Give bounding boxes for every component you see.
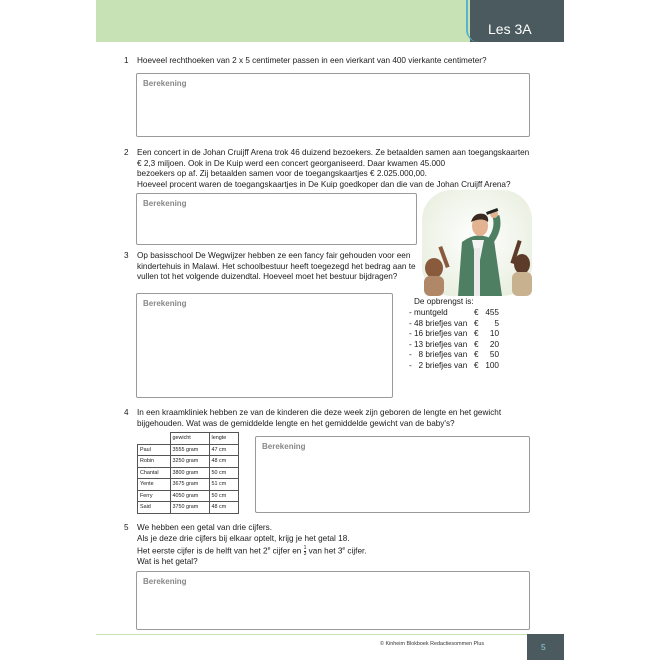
box-label: Berekening bbox=[143, 79, 187, 88]
table-header-row bbox=[138, 433, 239, 445]
table-header: gewicht bbox=[170, 433, 209, 445]
text-part: Het eerste cijfer is de helft van het 2 bbox=[137, 546, 268, 556]
table-cell: 50 cm bbox=[209, 467, 239, 479]
currency-symbol: € bbox=[474, 329, 479, 339]
table-cell: 3250 gram bbox=[170, 456, 209, 468]
revenue-list bbox=[409, 308, 509, 372]
currency-symbol: € bbox=[474, 339, 479, 349]
table-header bbox=[138, 433, 171, 445]
question-line: Als je deze drie cijfers bij elkaar optelt, krijg je het getal 18. bbox=[137, 533, 350, 543]
question-line: bezoekers op af. Zij betaalden samen voor de toegangskaartjes € 2.025.000,00. bbox=[137, 169, 427, 178]
table-cell: 48 cm bbox=[209, 456, 239, 468]
question-number: 4 bbox=[124, 408, 129, 417]
lesson-tab-accent bbox=[466, 0, 478, 42]
footer-divider bbox=[96, 634, 528, 635]
question-5-text bbox=[137, 523, 367, 568]
revenue-amount: 10 bbox=[489, 329, 499, 339]
box-label: Berekening bbox=[262, 442, 306, 451]
revenue-amount: 50 bbox=[489, 350, 499, 360]
table-cell: 48 cm bbox=[209, 502, 239, 514]
question-line: kindertehuis in Malawi. Het schoolbestuur heeft toegezegd het bedrag aan te bbox=[137, 261, 416, 271]
question-number: 3 bbox=[124, 251, 129, 260]
table-row bbox=[138, 479, 239, 491]
table-cell: 51 cm bbox=[209, 479, 239, 491]
fraction-denominator: 3 bbox=[303, 551, 307, 558]
box-label: Berekening bbox=[143, 577, 187, 586]
table-cell: Robin bbox=[138, 456, 171, 468]
question-line: Wat is het getal? bbox=[137, 557, 198, 567]
revenue-label: - 48 briefjes van bbox=[409, 318, 468, 328]
question-line-fraction bbox=[137, 544, 367, 557]
revenue-label: - 16 briefjes van bbox=[409, 329, 468, 339]
box-label: Berekening bbox=[143, 199, 187, 208]
question-number: 1 bbox=[124, 56, 129, 65]
superscript: e bbox=[267, 546, 271, 552]
revenue-label: - 8 briefjes van bbox=[409, 350, 468, 360]
revenue-label: - 2 briefjes van bbox=[409, 360, 468, 370]
revenue-title: De opbrengst is: bbox=[414, 297, 474, 306]
question-line: € 2,3 miljoen. Ook in De Kuip werd een concert georganiseerd. Daar kwamen 45.000 bbox=[137, 158, 446, 168]
table-row bbox=[138, 456, 239, 468]
table-cell: Ferry bbox=[138, 490, 171, 502]
currency-symbol: € bbox=[474, 360, 479, 370]
table-cell: 4050 gram bbox=[170, 490, 209, 502]
table-cell: Chantal bbox=[138, 467, 171, 479]
answer-box-1[interactable] bbox=[136, 73, 530, 137]
text-part: cijfer en bbox=[270, 546, 304, 556]
revenue-label: - muntgeld bbox=[409, 308, 448, 317]
revenue-row bbox=[409, 340, 509, 351]
superscript: e bbox=[342, 546, 346, 552]
question-number: 2 bbox=[124, 148, 129, 157]
question-line: Hoeveel rechthoeken van 2 x 5 centimeter passen in een vierkant van 400 vierkante centimeter? bbox=[137, 56, 487, 65]
lesson-title: Les 3A bbox=[488, 21, 532, 37]
table-row bbox=[138, 502, 239, 514]
revenue-row bbox=[409, 308, 509, 319]
question-line: We hebben een getal van drie cijfers. bbox=[137, 523, 273, 532]
question-number: 5 bbox=[124, 523, 129, 532]
revenue-label: - 13 briefjes van bbox=[409, 339, 468, 349]
currency-symbol: € bbox=[474, 318, 479, 328]
answer-box-4[interactable] bbox=[255, 436, 530, 513]
text-part: cijfer. bbox=[345, 546, 367, 556]
question-2-text bbox=[137, 148, 529, 190]
table-cell: 3555 gram bbox=[170, 444, 209, 456]
question-line: vullen tot het volgende duizendtal. Hoeveel moet het bestuur bijdragen? bbox=[137, 272, 398, 281]
table-row bbox=[138, 444, 239, 456]
table-cell: Paul bbox=[138, 444, 171, 456]
table-cell: 3800 gram bbox=[170, 467, 209, 479]
text-part: van het 3 bbox=[306, 546, 343, 556]
footer-copyright: © Kinheim Blokboek Redactiesommen Plus bbox=[380, 641, 485, 647]
revenue-row bbox=[409, 361, 509, 372]
answer-box-3[interactable] bbox=[136, 293, 393, 398]
table-row bbox=[138, 467, 239, 479]
revenue-amount: 20 bbox=[489, 339, 499, 349]
revenue-row bbox=[409, 329, 509, 340]
question-line: bijgehouden. Wat was de gemiddelde lengte en het gemiddelde gewicht van de baby's? bbox=[137, 418, 455, 428]
question-line: In een kraamkliniek hebben ze van de kinderen die deze week zijn geboren de lengte en het gewicht bbox=[137, 408, 502, 417]
table-header: lengte bbox=[209, 433, 239, 445]
fraction-numerator: 1 bbox=[303, 545, 307, 552]
question-line: Op basisschool De Wegwijzer hebben ze een fancy fair gehouden voor een bbox=[137, 251, 411, 260]
baby-table bbox=[137, 432, 239, 514]
question-1-text bbox=[137, 56, 487, 67]
table-cell: 50 cm bbox=[209, 490, 239, 502]
table-cell: 3675 gram bbox=[170, 479, 209, 491]
table-row bbox=[138, 490, 239, 502]
question-4-text bbox=[137, 408, 501, 429]
table-cell: 47 cm bbox=[209, 444, 239, 456]
revenue-row bbox=[409, 319, 509, 330]
question-3-text bbox=[137, 251, 416, 283]
concert-singer-image bbox=[422, 190, 532, 296]
answer-box-2[interactable] bbox=[136, 193, 417, 245]
question-line: Hoeveel procent waren de toegangskaartjes in De Kuip goedkoper dan die van de Johan Cruijff Arena? bbox=[137, 179, 511, 189]
currency-symbol: € bbox=[474, 308, 479, 317]
revenue-row bbox=[409, 350, 509, 361]
page-number: 5 bbox=[541, 642, 546, 652]
question-line: Een concert in de Johan Cruijff Arena trok 46 duizend bezoekers. Ze betaalden samen aan toegangskaarten bbox=[137, 148, 530, 157]
currency-symbol: € bbox=[474, 350, 479, 360]
table-cell: 3750 gram bbox=[170, 502, 209, 514]
revenue-amount: 5 bbox=[494, 318, 499, 328]
table-cell: Yente bbox=[138, 479, 171, 491]
answer-box-5[interactable] bbox=[136, 571, 530, 630]
revenue-amount: 100 bbox=[485, 360, 499, 370]
table-cell: Said bbox=[138, 502, 171, 514]
box-label: Berekening bbox=[143, 299, 187, 308]
revenue-amount: 455 bbox=[485, 308, 499, 317]
